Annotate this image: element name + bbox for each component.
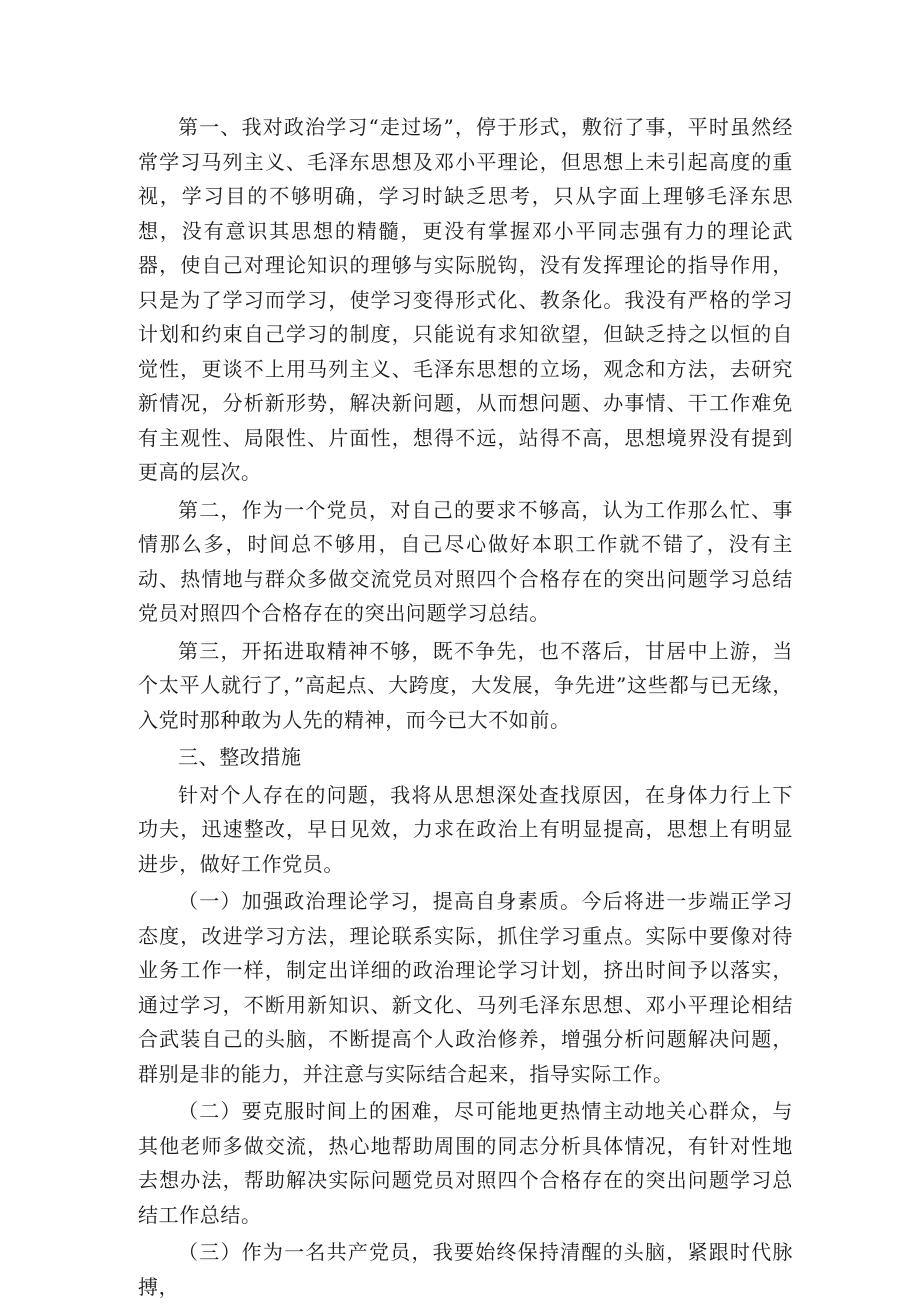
document-body	[138, 110, 793, 1307]
paragraph-measure-two: （二）要克服时间上的困难，尽可能地更热情主动地关心群众，与其他老师多做交流，热心地帮助周围的同志分析具体情况，有针对性地去想办法，帮助解决实际问题党员对照四个合格存在的突出问题学习总结工作总结。	[138, 1099, 793, 1227]
paragraph-rectification-intro: 针对个人存在的问题，我将从思想深处查找原因，在身体力行上下功夫，迅速整改，早日见效，力求在政治上有明显提高，思想上有明显进步，做好工作党员。	[138, 782, 793, 876]
section-heading-rectification: 三、整改措施	[178, 745, 302, 769]
paragraph-first-problem: 第一、我对政治学习“走过场”，停于形式，敷衍了事，平时虽然经常学习马列主义、毛泽东思想及邓小平理论，但思想上未引起高度的重视，学习目的不够明确，学习时缺乏思考，只从字面上理够毛泽东思想，没有意识其思想的精髓，更没有掌握邓小平同志强有力的理论武器，使自己对理论知识的理够与实际脱钩，没有发挥理论的指导作用，只是为了学习而学习，使学习变得形式化、教条化。我没有严格的学习计划和约束自己学习的制度，只能说有求知欲望，但缺乏持之以恒的自觉性，更谈不上用马列主义、毛泽东思想的立场，观念和方法，去研究新情况，分析新形势，解决新问题，从而想问题、办事情、干工作难免有主观性、局限性、片面性，想得不远，站得不高，思想境界没有提到更高的层次。	[138, 115, 793, 484]
paragraph-measure-three: （三）作为一名共产党员，我要始终保持清醒的头脑，紧跟时代脉搏，	[138, 1240, 793, 1299]
paragraph-second-problem: 第二，作为一个党员，对自己的要求不够高，认为工作那么忙、事情那么多，时间总不够用，自己尽心做好本职工作就不错了，没有主动、热情地与群众多做交流党员对照四个合格存在的突出问题学习总结党员对照四个合格存在的突出问题学习总结。	[138, 497, 793, 625]
paragraph-measure-one: （一）加强政治理论学习，提高自身素质。今后将进一步端正学习态度，改进学习方法，理论联系实际，抓住学习重点。实际中要像对待业务工作一样，制定出详细的政治理论学习计划，挤出时间予以落实，通过学习，不断用新知识、新文化、马列毛泽东思想、邓小平理论相结合武装自己的头脑，不断提高个人政治修养，增强分析问题解决问题，群别是非的能力，并注意与实际结合起来，指导实际工作。	[138, 889, 793, 1086]
paragraph-third-problem: 第三，开拓进取精神不够，既不争先，也不落后，甘居中上游，当个太平人就行了，”高起点、大跨度，大发展，争先进”这些都与已无缘，入党时那种敢为人先的精神，而今已大不如前。	[138, 638, 793, 732]
